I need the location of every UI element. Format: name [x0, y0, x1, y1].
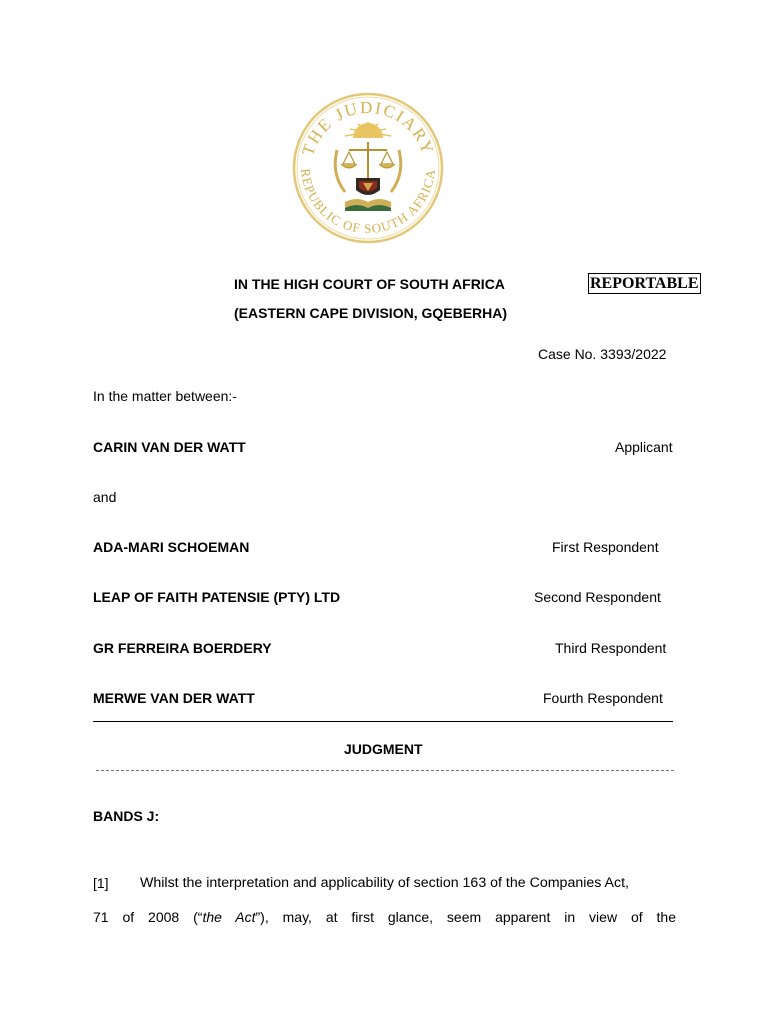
- judgment-title: JUDGMENT: [344, 741, 423, 757]
- paragraph-line: Whilst the interpretation and applicability of section 163 of the Companies Act,: [140, 875, 629, 891]
- judge-name: BANDS J:: [93, 808, 160, 824]
- seal-top-text: THE JUDICIARY: [298, 97, 438, 159]
- respondent-name: ADA-MARI SCHOEMAN: [93, 539, 250, 555]
- respondent-name: LEAP OF FAITH PATENSIE (PTY) LTD: [93, 589, 341, 605]
- divider-line: [93, 721, 673, 722]
- respondent-name: GR FERREIRA BOERDERY: [93, 640, 272, 656]
- respondent-name: MERWE VAN DER WATT: [93, 690, 255, 706]
- respondent-role: Third Respondent: [555, 640, 667, 656]
- respondent-role: Fourth Respondent: [543, 690, 663, 706]
- reportable-badge: REPORTABLE: [590, 275, 699, 292]
- paragraph-line-part: ”), may, at first glance, seem apparent in view of the: [255, 909, 676, 925]
- paragraph-line-part: 71 of 2008 (“: [93, 909, 203, 925]
- divider-line-dashed: [96, 770, 674, 771]
- court-division: (EASTERN CAPE DIVISION, GQEBERHA): [234, 305, 508, 321]
- applicant-role: Applicant: [615, 439, 673, 455]
- defined-term: the Act: [202, 909, 256, 925]
- matter-intro: In the matter between:-: [93, 388, 237, 404]
- case-number: Case No. 3393/2022: [538, 346, 667, 362]
- respondent-role: First Respondent: [552, 539, 659, 555]
- respondent-role: Second Respondent: [534, 589, 661, 605]
- and-connector: and: [93, 489, 117, 505]
- applicant-name: CARIN VAN DER WATT: [93, 439, 246, 455]
- paragraph-line: [93, 908, 676, 926]
- paragraph-number: [1]: [93, 875, 109, 891]
- court-title: IN THE HIGH COURT OF SOUTH AFRICA: [234, 276, 505, 292]
- judiciary-seal-logo: [287, 92, 449, 244]
- seal-bottom-text: REPUBLIC OF SOUTH AFRICA: [297, 167, 439, 237]
